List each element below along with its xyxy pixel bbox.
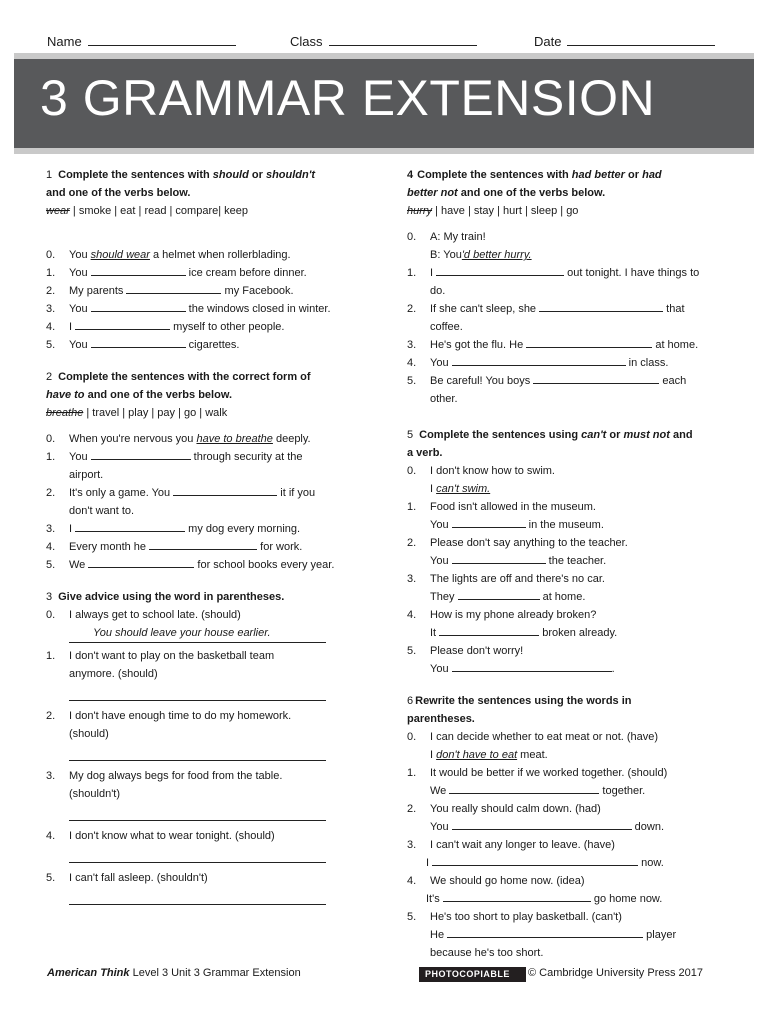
answer-blank[interactable] [533, 373, 659, 384]
date-line[interactable] [567, 36, 715, 46]
list-item: 0. You should wear a helmet when rollerblading. [46, 249, 291, 261]
list-item: 1. I out tonight. I have things to do. [407, 267, 700, 297]
date-field[interactable] [534, 34, 715, 49]
right-column [407, 166, 732, 976]
answer-blank[interactable] [539, 301, 663, 312]
exercise-3 [46, 588, 366, 905]
exercise-5 [407, 426, 732, 678]
list-item: 1. Food isn't allowed in the museum. You in the museum. [407, 501, 604, 531]
answer-blank[interactable] [443, 891, 591, 902]
list-item: 5. You cigarettes. [46, 339, 240, 351]
list-item: 1. You through security at the airport. [46, 451, 303, 481]
list-item: 3. He's got the flu. He at home. [407, 339, 699, 351]
class-label: Class [290, 34, 323, 49]
exercise-1-heading: 1 Complete the sentences with should or shouldn't and one of the verbs below. [46, 169, 316, 199]
list-item: 4. We should go home now. (idea) It's go home now. [407, 875, 663, 905]
answer-blank[interactable] [449, 783, 599, 794]
list-item: 2. It's only a game. You it if you don't want to. [46, 487, 316, 517]
list-item: 1. It would be better if we worked together. (should) We together. [407, 767, 668, 797]
answer-blank[interactable] [88, 557, 194, 568]
answer-line[interactable] [69, 847, 326, 863]
answer-line[interactable] [69, 685, 326, 701]
list-item: 0. I don't know how to swim. I can't swim. [407, 465, 555, 495]
list-item: 3. The lights are off and there's no car. They at home. [407, 573, 605, 603]
exercise-1-verbs: wear | smoke | eat | read | compare| keep [46, 205, 248, 217]
list-item: 0. I always get to school late. (should) You should leave your house earlier. [46, 606, 366, 643]
answer-blank[interactable] [447, 927, 643, 938]
list-item: 2. You really should calm down. (had) You down. [407, 803, 665, 833]
list-item: 5. Please don't worry! You . [407, 645, 615, 675]
answer-blank[interactable] [75, 319, 170, 330]
list-item: 3. You the windows closed in winter. [46, 303, 331, 315]
list-item: 5. Be careful! You boys each other. [407, 375, 687, 405]
answer-line[interactable] [69, 889, 326, 905]
list-item: 3. My dog always begs for food from the table. (shouldn't) [46, 767, 366, 821]
answer-line[interactable] [69, 745, 326, 761]
exercise-2-verbs: breathe | travel | play | pay | go | walk [46, 407, 228, 419]
answer-blank[interactable] [126, 283, 221, 294]
answer-blank[interactable] [452, 517, 526, 528]
answer-blank[interactable] [526, 337, 652, 348]
footer-title: American Think Level 3 Unit 3 Grammar Extension [47, 967, 301, 979]
list-item: 3. I can't wait any longer to leave. (have) I now. [407, 839, 664, 869]
exercise-3-heading: 3 Give advice using the word in parentheses. [46, 591, 285, 603]
answer-blank[interactable] [91, 301, 186, 312]
list-item: 3. I my dog every morning. [46, 523, 301, 535]
name-field[interactable] [47, 34, 236, 49]
title-banner [14, 59, 754, 148]
list-item: 5. I can't fall asleep. (shouldn't) [46, 869, 366, 905]
answer-blank[interactable] [91, 449, 191, 460]
exercise-4 [407, 166, 732, 408]
exercise-4-heading: 4 Complete the sentences with had better or had better not and one of the verbs below. [407, 169, 662, 199]
answer-blank[interactable] [436, 265, 564, 276]
exercise-2 [46, 368, 366, 574]
answer-line[interactable] [69, 805, 326, 821]
list-item: 2. My parents my Facebook. [46, 285, 294, 297]
list-item: 4. I don't know what to wear tonight. (should) [46, 827, 366, 863]
class-line[interactable] [329, 36, 477, 46]
list-item: 5. We for school books every year. [46, 559, 335, 571]
list-item: 4. You in class. [407, 357, 669, 369]
answer-blank[interactable] [149, 539, 257, 550]
list-item: 4. How is my phone already broken? It broken already. [407, 609, 618, 639]
example-answer: You should leave your house earlier. [69, 624, 326, 643]
answer-blank[interactable] [75, 521, 185, 532]
bottom-divider [14, 148, 754, 154]
answer-blank[interactable] [452, 553, 546, 564]
answer-blank[interactable] [452, 355, 626, 366]
answer-blank[interactable] [452, 661, 612, 672]
list-item: 1. You ice cream before dinner. [46, 267, 307, 279]
exercise-4-verbs: hurry | have | stay | hurt | sleep | go [407, 205, 579, 217]
list-item: 4. Every month he for work. [46, 541, 303, 553]
answer-blank[interactable] [432, 855, 638, 866]
answer-blank[interactable] [173, 485, 277, 496]
exercise-6 [407, 692, 732, 962]
list-item: 2. Please don't say anything to the teacher. You the teacher. [407, 537, 628, 567]
answer-blank[interactable] [452, 819, 632, 830]
date-label: Date [534, 34, 562, 49]
answer-blank[interactable] [91, 265, 186, 276]
list-item: 5. He's too short to play basketball. (can't) He player because he's too short. [407, 911, 677, 959]
answer-blank[interactable] [91, 337, 186, 348]
exercise-2-heading: 2 Complete the sentences with the correct form of have to and one of the verbs below. [46, 371, 311, 401]
list-item: 2. I don't have enough time to do my homework. (should) [46, 707, 366, 761]
photocopiable-badge: PHOTOCOPIABLE [419, 967, 526, 982]
list-item: 0. I can decide whether to eat meat or not. (have) I don't have to eat meat. [407, 731, 659, 761]
list-item: 1. I don't want to play on the basketball team anymore. (should) [46, 647, 366, 701]
copyright-notice: © Cambridge University Press 2017 [528, 967, 704, 979]
page-title: 3 GRAMMAR EXTENSION [40, 70, 656, 126]
list-item: 4. I myself to other people. [46, 321, 285, 333]
exercise-1 [46, 166, 366, 354]
list-item: 0. When you're nervous you have to breathe deeply. [46, 433, 311, 445]
list-item: 0. A: My train! B: You'd better hurry. [407, 231, 532, 261]
name-line[interactable] [88, 36, 236, 46]
answer-blank[interactable] [439, 625, 539, 636]
exercise-6-heading: 6 Rewrite the sentences using the words in parentheses. [407, 695, 632, 725]
class-field[interactable] [290, 34, 477, 49]
list-item: 2. If she can't sleep, she that coffee. [407, 303, 685, 333]
left-column [46, 166, 366, 919]
name-label: Name [47, 34, 82, 49]
exercise-5-heading: 5 Complete the sentences using can't or must not and a verb. [407, 429, 693, 459]
answer-blank[interactable] [458, 589, 540, 600]
